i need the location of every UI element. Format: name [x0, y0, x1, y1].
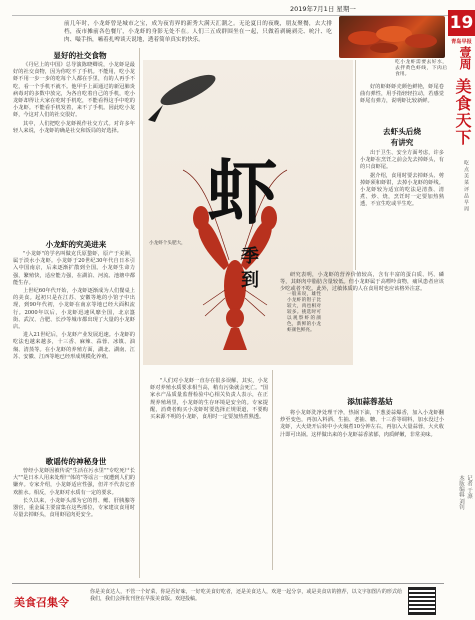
shell-body: [360, 150, 444, 210]
dish-image-caption: 吃小龙虾需要去好水，去拌黄色虾线，下肉后食用。: [395, 60, 447, 78]
paragraph: "小龙虾"的学名叫做克氏原螯虾，原产于美洲，属于淡水小龙虾。小龙虾于20世纪30年代自日本引入中国南京，后来逐渐扩散到全国。小龙虾生命力强，繁殖快，适应能力强，在湖泊、河流、池塘中都能生存。: [13, 251, 135, 286]
shell-body-wide: [280, 272, 444, 295]
page-number-badge: [448, 10, 475, 36]
section-heading-shell-2: 有讲究: [390, 138, 414, 147]
image-caption-left: 小龙虾个头肥大，: [149, 241, 186, 246]
middle-body: "人们对小龙虾一直存在很多误解，其实，小龙虾对养殖水质要求相当高，稍有污染就会死亡。"国家水产品质量监督检验中心相关负责人表示，在正规养殖场里，小龙虾的生存环境是安全的。专家提醒，消费者购买小龙虾时要选择正规渠道，不要购买来源不明的小龙虾，食用时一定要加热煮熟透。: [150, 378, 268, 421]
paragraph: 其中，人们把吃小龙虾视作社交方式。对许多年轻人来说，小龙虾的确是社交和饭局的好选择。: [13, 120, 135, 134]
paragraph: 《丹尼上的中国》总导演陈晓卿说，小龙虾是最好的社交食物，因为你吃不了手机。不能用，吃小龙虾不用一步一步的吃每个人都在手里，有的人再手不吃，看一个手机不就不。他甲手上面通过的新冠肺炎病毒对的多数中放完，为各自吃着自己的手机，吃小龙虾却得让大家在吃时手机吃，不能看得这手中吃的小龙虾。不能看手机发着，来不了手机。因此吃小龙虾，今这对人们的社交很好。: [13, 62, 135, 119]
footer-text: 你是美食达人，不管一个好菜，你是否好味，一好吃美食好吃者，还是美食达人，欢迎一起分享，或是美食店的推荐，以文字加图片的形式给我们，我们会择优刊登在早报美食版。欢迎投稿。: [90, 589, 402, 602]
paper-brand: 青岛早报: [451, 39, 472, 45]
intro-lede: 前几年时，小龙虾曾是城市之宝，成为夜宵界的新秀大满天汇潮之。无论夏日的夜晚，朋友聚餐，去大排档，夜市摊前各色餐厅，小龙虾的身影无处不在。人们三五成群围坐在一起，只做着剥碗剥壳、吮汁、吃肉、嘬手指，嗑着扎啤谈天说地，透着简单真实的快乐。: [64, 21, 332, 44]
vertical-tags: 吃 点 美 菜 评 品 早 周: [463, 160, 469, 212]
section-heading-history: 小龙虾的究美进来: [45, 240, 107, 249]
section-heading-taste: 显好的社交食物: [53, 51, 107, 60]
header-date: 2019年7月1日 星期一: [290, 5, 356, 13]
column-divider: [355, 60, 356, 270]
paragraph: 长久以来，小龙虾头部为它的胃、鳃、肝胰腺等器官，重金属主要富集在这些部位，专家建议食用时尽量去掉虾头，食用虾尾肉更安全。: [13, 497, 135, 519]
paragraph: 上世纪60年代开始，小龙虾逐渐成为人们餐桌上的美食。起初只是在江苏、安徽等地的小馆子中出现，到90年代初，小龙虾在南京等地已经大面积流行。2000年以后，小龙虾迅速风靡全国，北京簋街、武汉、合肥、长沙等城市都出现了大量的小龙虾店。: [13, 288, 135, 331]
feature-big-character: 虾: [207, 152, 277, 234]
column-divider: [139, 48, 140, 578]
section-heading-origin: 歌谣传的神秘身世: [45, 457, 107, 466]
feature-image-panel: [143, 60, 353, 365]
section-heading-dish: 添加蒜蓉基姑: [347, 397, 393, 406]
footer-right-2: 记者 于凛: [466, 475, 472, 499]
paragraph: 研究表明，小龙虾的营养价值较高，含有丰富的蛋白质、钙、磷等，其虾肉中脂肪含量较低。但小龙虾属于高嘌呤食物，痛风患者应该少吃或者不吃。此外，过敏体质的人在食用时也应该格外注意。: [280, 272, 444, 293]
taste-body: [13, 62, 135, 136]
paragraph: 进入21世纪后，小龙虾产业发展迅速。小龙虾的吃法也越来越多，十三香、麻辣、蒜蓉、冰镇、油焖、清蒸等。在小龙虾的养殖方面，湖北、湖南、江苏、安徽、江西等地已经形成规模化养殖。: [13, 332, 135, 360]
crayfish-dish-image: [339, 16, 445, 58]
section-brand: 壹周: [458, 46, 472, 70]
paragraph: 据介绍，食用时要去掉虾头、剪掉虾须和虾钳，去掉小龙虾的虾线。小龙虾较为适宜的吃法是清蒸、清煮、炒、烧，烹饪时一定要加热熟透，不宜生吃或半生吃。: [360, 172, 444, 208]
section-title: 美食天下: [453, 78, 472, 146]
page-number: 19: [449, 13, 474, 33]
qr-code[interactable]: [408, 587, 436, 615]
feature-character-season: 季: [241, 246, 259, 267]
footer-rule: [12, 583, 444, 584]
paragraph: 出于卫生、安全方面考虑，许多小龙虾在烹饪之前会先去掉虾头，有的只食虾尾。: [360, 150, 444, 171]
crayfish-dish-illustration: [339, 16, 445, 58]
history-body: [13, 251, 135, 362]
section-heading-shell-1: 去虾头后烧: [383, 127, 421, 136]
right-body-1: 好的虾虾虾壳颜色鲜艳，虾尾卷曲有弹性，用手指轻轻拉动，若感觉虾尾有弹力，说明虾比较新鲜。: [360, 84, 444, 105]
column-divider: [272, 370, 273, 570]
footer-right-1: 本版编辑 刘钊: [458, 475, 464, 510]
footer-brand: 美食召集令: [14, 596, 69, 609]
image-caption-bottom: 一般来说，雄性小龙虾的钳子比较大，肉也相对较多。挑选时可以观察虾的颜色，新鲜的小龙虾颜色鲜亮。: [287, 292, 321, 333]
dish-body: 将小龙虾洗净处理干净，热锅下油，下葱姜蒜爆香，加入小龙虾翻炒至变色，再加入料酒、生抽、老抽、糖、十三香等调料，加水没过小龙虾，大火烧开后转中小火焖煮10分钟左右，再加入大量蒜蓉，大火收汁即可出锅。这样做出来的小龙虾蒜香浓郁，肉质鲜嫩，非常美味。: [280, 410, 444, 438]
paragraph: 曾经小龙虾因被传说"生活在污水里""专吃死尸长大""是日本人用来处理尸体的"等谣言一度遭到人们的嫌弃。专家介绍，小龙虾适应性强，但并不代表它喜欢脏水。相反，小龙虾对水质有一定的要求。: [13, 468, 135, 496]
origin-body: [13, 468, 135, 520]
feature-character-arrived: 到: [241, 270, 259, 291]
